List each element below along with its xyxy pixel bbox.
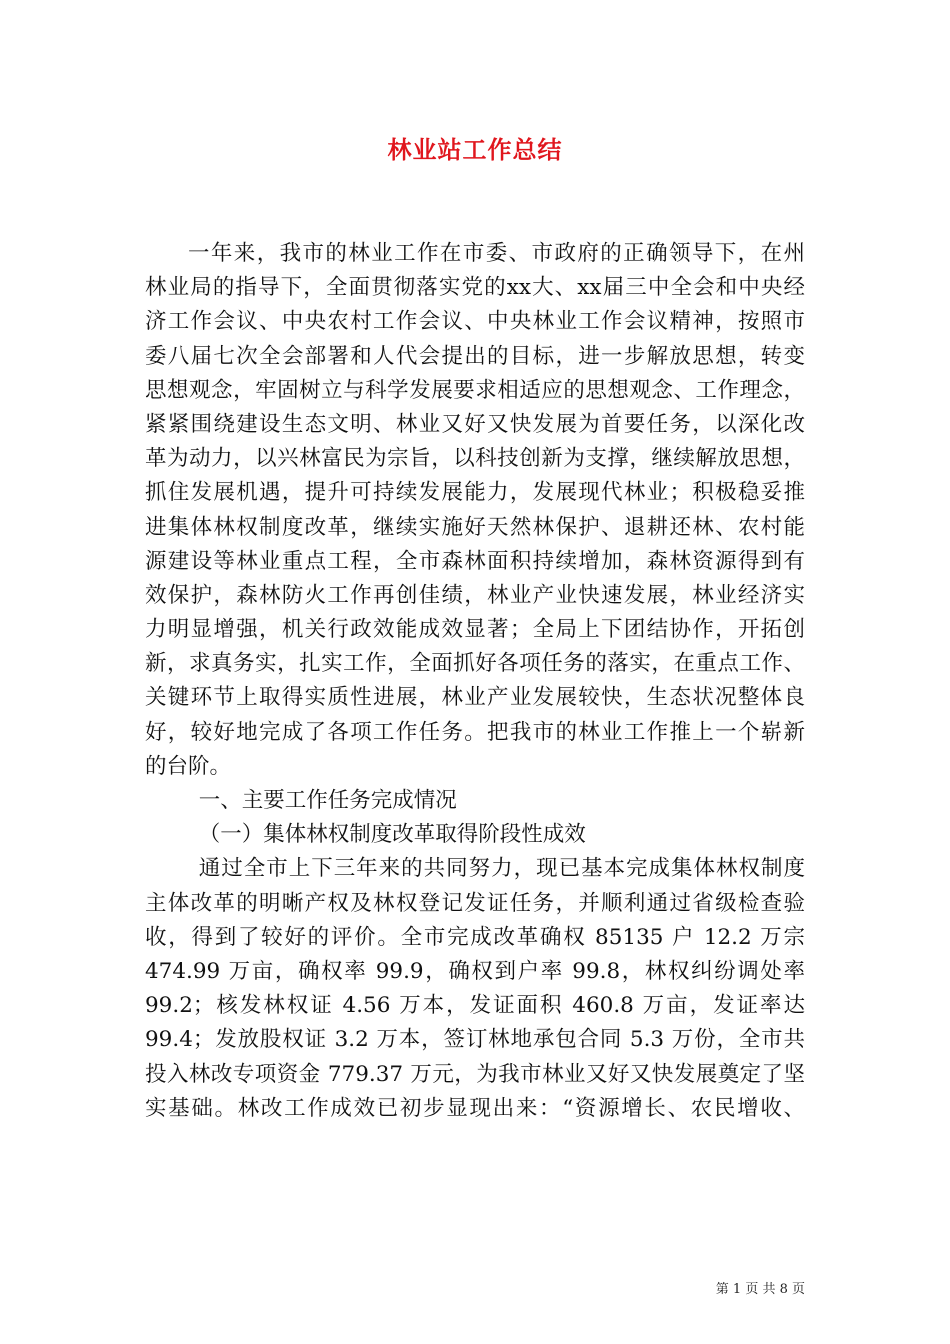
body-line: 投入林改专项资金 779.37 万元，为我市林业又好又快发展奠定了坚	[145, 1061, 805, 1087]
body-line: 实基础。林改工作成效已初步显现出来：“资源增长、农民增收、	[145, 1095, 805, 1121]
body-line: 好，较好地完成了各项工作任务。把我市的林业工作推上一个崭新	[145, 719, 805, 745]
body-line: 主体改革的明晰产权及林权登记发证任务，并顺利通过省级检查验	[145, 890, 805, 916]
body-line: 思想观念，牢固树立与科学发展要求相适应的思想观念、工作理念，	[145, 377, 805, 403]
body-line: 一、主要工作任务完成情况	[198, 788, 457, 813]
body-line: 一年来，我市的林业工作在市委、市政府的正确领导下，在州	[188, 241, 805, 266]
body-line: 林业局的指导下，全面贯彻落实党的xx大、xx届三中全会和中央经	[145, 275, 805, 301]
body-line: 通过全市上下三年来的共同努力，现已基本完成集体林权制度	[198, 856, 805, 882]
body-line: 委八届七次全会部署和人代会提出的目标，进一步解放思想，转变	[145, 343, 805, 369]
body-line: （一）集体林权制度改革取得阶段性成效	[198, 822, 586, 848]
document-title: 林业站工作总结	[387, 136, 563, 164]
body-line: 效保护，森林防火工作再创佳绩，林业产业快速发展，林业经济实	[145, 582, 805, 608]
body-line: 源建设等林业重点工程，全市森林面积持续增加，森林资源得到有	[145, 548, 805, 574]
body-line: 济工作会议、中央农村工作会议、中央林业工作会议精神，按照市	[145, 309, 805, 335]
body-line: 新，求真务实，扎实工作，全面抓好各项任务的落实，在重点工作、	[145, 651, 805, 677]
body-line: 收，得到了较好的评价。全市完成改革确权 85135 户 12.2 万宗	[145, 924, 805, 950]
document-body	[145, 237, 805, 1126]
body-line: 的台阶。	[145, 753, 232, 779]
page-indicator: 第 1 页 共 8 页	[715, 1282, 805, 1297]
body-line: 紧紧围绕建设生态文明、林业又好又快发展为首要任务，以深化改	[145, 411, 805, 437]
body-line: 抓住发展机遇，提升可持续发展能力，发展现代林业；积极稳妥推	[145, 480, 805, 506]
body-line: 关键环节上取得实质性进展，林业产业发展较快，生态状况整体良	[145, 685, 805, 711]
body-line: 474.99 万亩，确权率 99.9，确权到户率 99.8，林权纠纷调处率	[145, 958, 805, 984]
body-line: 99.2；核发林权证 4.56 万本，发证面积 460.8 万亩，发证率达	[145, 993, 805, 1019]
body-line: 进集体林权制度改革，继续实施好天然林保护、退耕还林、农村能	[145, 514, 805, 540]
body-line: 99.4；发放股权证 3.2 万本，签订林地承包合同 5.3 万份，全市共	[145, 1027, 805, 1053]
body-line: 力明显增强，机关行政效能成效显著；全局上下团结协作，开拓创	[145, 617, 805, 643]
body-line: 革为动力，以兴林富民为宗旨，以科技创新为支撑，继续解放思想，	[145, 446, 805, 472]
